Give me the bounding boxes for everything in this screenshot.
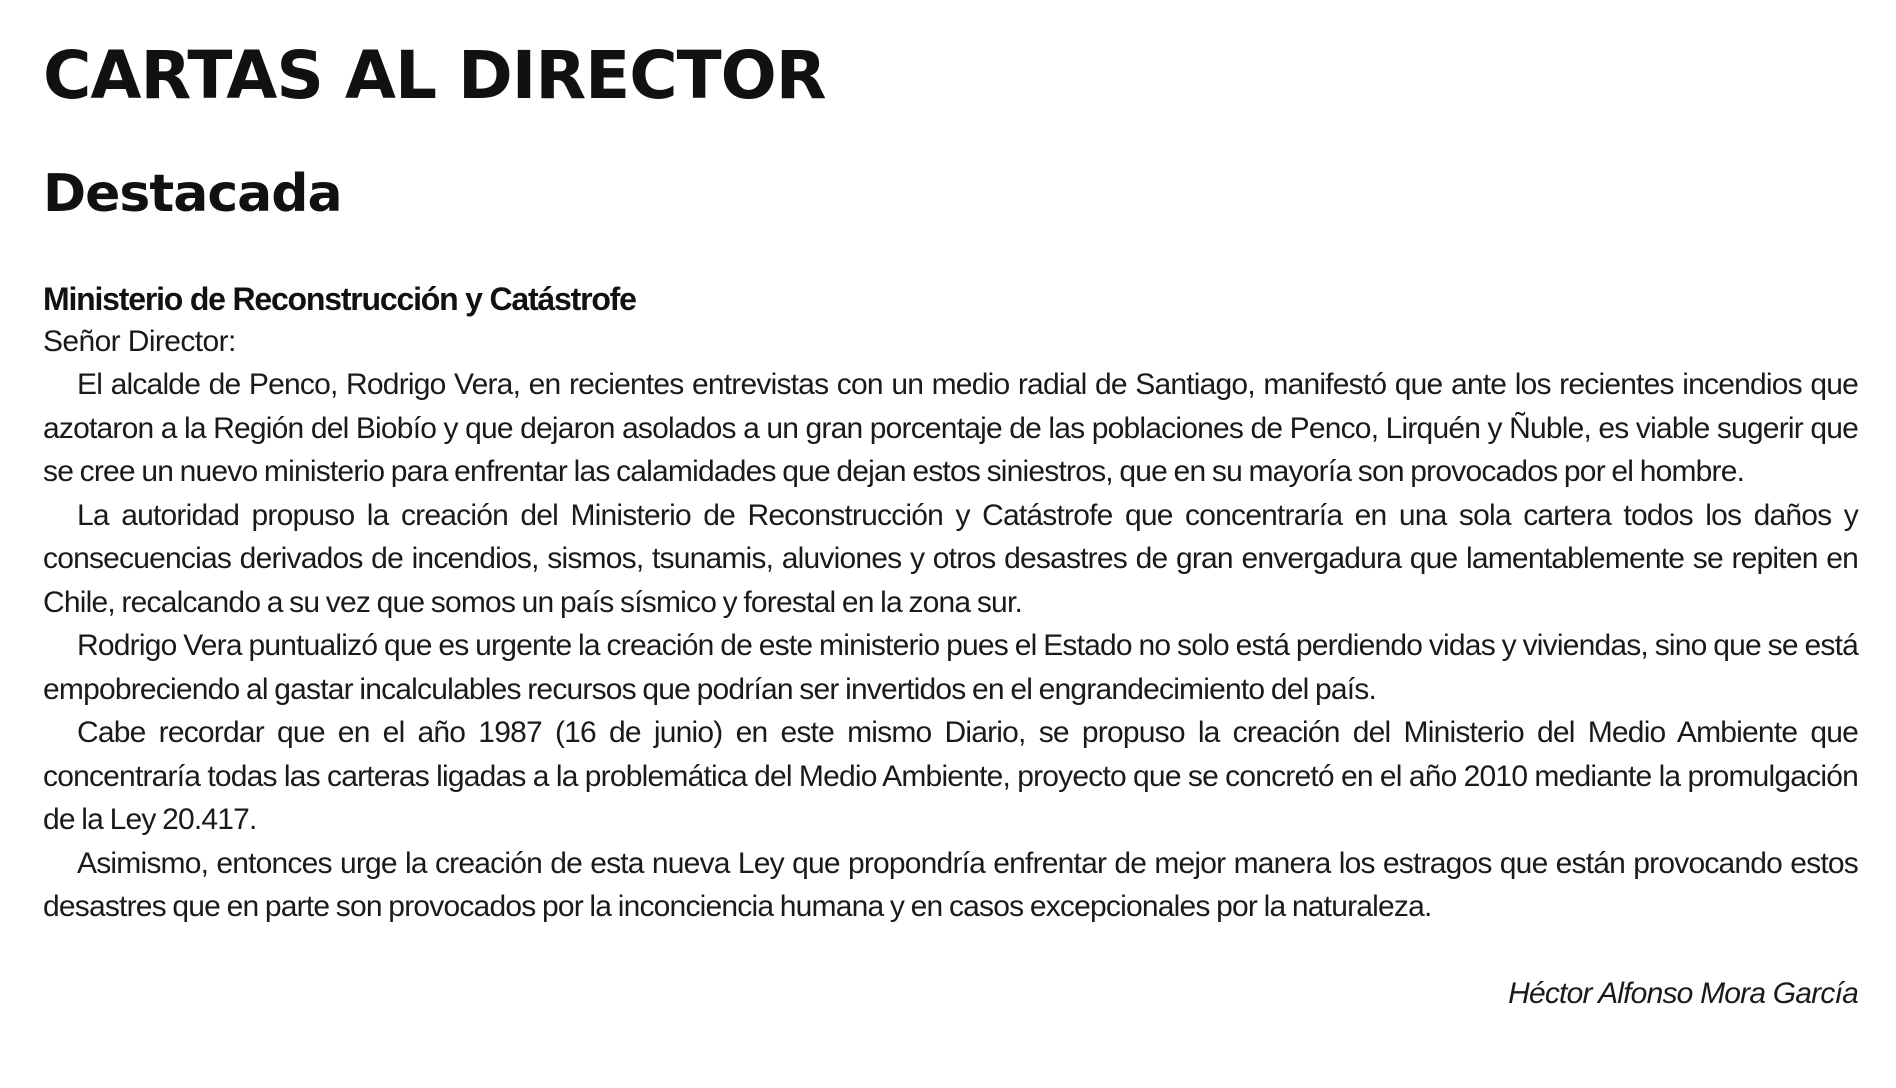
letter-salutation: Señor Director:	[43, 325, 236, 358]
letter-title: Ministerio de Reconstrucción y Catástrofe	[43, 281, 636, 317]
letters-page	[43, 30, 1858, 1015]
letter-signature: Héctor Alfonso Mora García	[1508, 976, 1858, 1010]
letter-paragraph: La autoridad propuso la creación del Ministerio de Reconstrucción y Catástrofe que concentraría en una sola cartera todos los daños y consecuencias derivados de incendios, sismos, tsunamis, aluviones y otros desastres de gran envergadura que lamentablemente se repiten en Chile, recalcando a su vez que somos un país sísmico y forestal en la zona sur.	[43, 498, 1858, 619]
subsection-title: Destacada	[43, 164, 342, 224]
letter-paragraph: El alcalde de Penco, Rodrigo Vera, en recientes entrevistas con un medio radial de Santiago, manifestó que ante los recientes incendios que azotaron a la Región del Biobío y que dejaron asolados a un gran porcentaje de las poblaciones de Penco, Lirquén y Ñuble, es viable sugerir que se cree un nuevo ministerio para enfrentar las calamidades que dejan estos siniestros, que en su mayoría son provocados por el hombre.	[43, 368, 1858, 488]
featured-letter	[43, 278, 1858, 1015]
letter-body	[43, 363, 1858, 929]
letter-paragraph: Asimismo, entonces urge la creación de esta nueva Ley que propondría enfrentar de mejor manera los estragos que están provocando estos desastres que en parte son provocados por la inconciencia humana y en casos excepcionales por la naturaleza.	[43, 846, 1858, 923]
letter-paragraph: Cabe recordar que en el año 1987 (16 de junio) en este mismo Diario, se propuso la creación del Ministerio del Medio Ambiente que concentraría todas las carteras ligadas a la problemática del Medio Ambiente, proyecto que se concretó en el año 2010 mediante la promulgación de la Ley 20.417.	[43, 716, 1858, 836]
letter-paragraph: Rodrigo Vera puntualizó que es urgente la creación de este ministerio pues el Estado no solo está perdiendo vidas y viviendas, sino que se está empobreciendo al gastar incalculables recursos que podrían ser invertidos en el engrandecimiento del país.	[43, 629, 1858, 706]
section-title: CARTAS AL DIRECTOR	[43, 37, 826, 114]
